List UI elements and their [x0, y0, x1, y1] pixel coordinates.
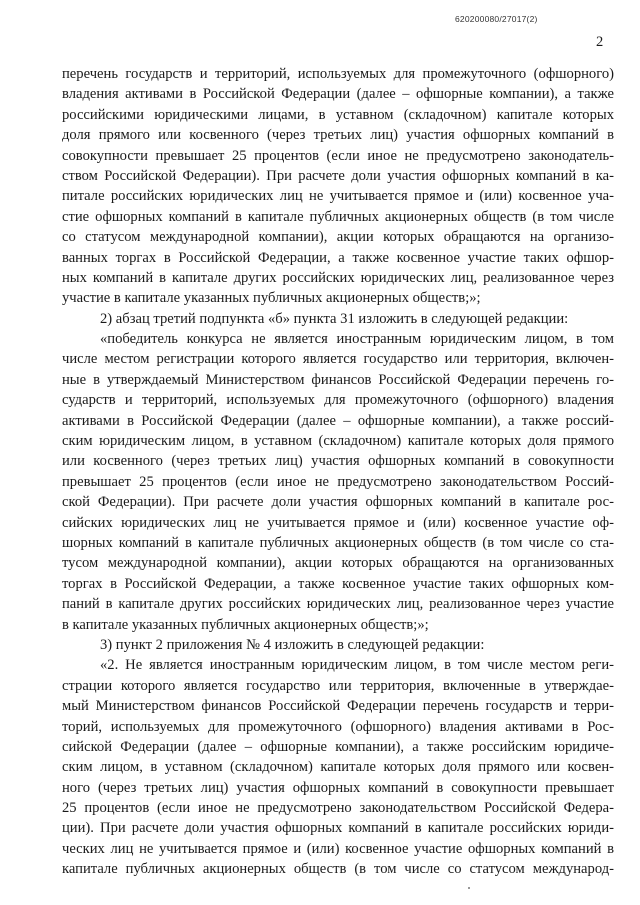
- text-line: активами в Российской Федерации (далее – офшорные компании), а также россий-: [62, 412, 614, 429]
- text-line: или косвенного (через третьих лиц) участия офшорных компаний в совокупности: [62, 453, 614, 470]
- text-line: в капитале указанных публичных акционерных обществ;»;: [62, 616, 429, 633]
- scan-speck: [468, 887, 470, 889]
- text-line: ванных торгах в Российской Федерации, а также косвенное участие таких офшор-: [62, 249, 614, 266]
- text-line: ции). При расчете доли участия офшорных компаний в капитале российских юриди-: [62, 820, 614, 837]
- text-line: шорных компаний в капитале публичных акционерных обществ (в том числе со ста-: [62, 534, 614, 551]
- text-line: участие в капитале указанных публичных акционерных обществ;»;: [62, 290, 481, 307]
- document-code: 620200080/27017(2): [455, 14, 538, 24]
- text-line: ные в утверждаемый Министерством финансов Российской Федерации перечень го-: [62, 371, 614, 388]
- text-line: питале российских юридических лиц не учитывается прямое и (или) косвенное уча-: [62, 188, 614, 205]
- text-line: со статусом международной компании), акции которых обращаются на организо-: [62, 229, 614, 246]
- text-line: числе местом регистрации которого является государство или территория, включен-: [62, 351, 614, 368]
- text-line: совокупности превышает 25 процентов (если иное не предусмотрено законодатель-: [62, 147, 614, 164]
- text-line: сийской Федерации (далее – офшорные компании), а также российским юридиче-: [62, 738, 614, 755]
- text-line: торий, используемых для промежуточного (офшорного) владения активами в Рос-: [62, 718, 614, 735]
- text-line: паний в капитале других российских юридических лиц, реализованное через участие: [62, 596, 614, 613]
- text-line: сударств и территорий, используемых для промежуточного (офшорного) владения: [62, 392, 614, 409]
- text-line: капитале публичных акционерных обществ (в том числе со статусом международ-: [62, 861, 614, 878]
- text-line: тусом международной компании), акции которых обращаются на организованных: [62, 555, 614, 572]
- document-body: [62, 64, 614, 880]
- text-line: ством Российской Федерации). При расчете доли участия офшорных компаний в ка-: [62, 167, 614, 184]
- text-line: перечень государств и территорий, используемых для промежуточного (офшорного): [62, 66, 614, 82]
- text-line: мый Министерством финансов Российской Федерации перечень государств и терри-: [62, 698, 614, 715]
- text-line: ных компаний в капитале других российских юридических лиц, реализованное через: [62, 269, 614, 286]
- page-number: 2: [596, 34, 604, 50]
- text-line: российскими юридическими лицами, в уставном (складочном) капитале которых: [62, 106, 614, 123]
- text-line: ским юридическим лицом, в уставном (складочном) капитале которых доля прямого: [62, 433, 614, 450]
- paragraph-first-line: 3) пункт 2 приложения № 4 изложить в следующей редакции:: [100, 636, 485, 653]
- text-line: владения активами в Российской Федерации (далее – офшорные компании), а также: [62, 86, 614, 103]
- text-line: ским лицом, в уставном (складочном) капитале которых доля прямого или косвен-: [62, 759, 614, 776]
- text-line: стие офшорных компаний в капитале публичных акционерных обществ (в том числе: [62, 208, 614, 225]
- text-line: ческих лиц не учитывается прямое и (или) косвенное участие офшорных компаний в: [62, 840, 614, 857]
- text-line: ного (через третьих лиц) участия офшорных компаний в совокупности превышает: [62, 779, 614, 796]
- text-line: торгах в Российской Федерации, а также косвенное участие таких офшорных ком-: [62, 575, 614, 592]
- paragraph-first-line: «победитель конкурса не является иностранным юридическим лицом, в том: [100, 331, 614, 348]
- text-line: доля прямого или косвенного (через третьих лиц) участия офшорных компаний в: [62, 127, 614, 144]
- text-line: превышает 25 процентов (если иное не предусмотрено законодательством Россий-: [62, 473, 614, 490]
- text-line: ской Федерации). При расчете доли участия офшорных компаний в капитале рос-: [62, 494, 614, 511]
- text-line: сийских юридических лиц не учитывается прямое и (или) косвенное участие оф-: [62, 514, 614, 531]
- text-line: страции которого является государство или территория, включенные в утверждае-: [62, 677, 614, 694]
- paragraph-first-line: 2) абзац третий подпункта «б» пункта 31 изложить в следующей редакции:: [100, 310, 569, 327]
- text-line: 25 процентов (если иное не предусмотрено законодательством Российской Федера-: [62, 800, 614, 817]
- paragraph-first-line: «2. Не является иностранным юридическим лицом, в том числе местом реги-: [100, 657, 614, 674]
